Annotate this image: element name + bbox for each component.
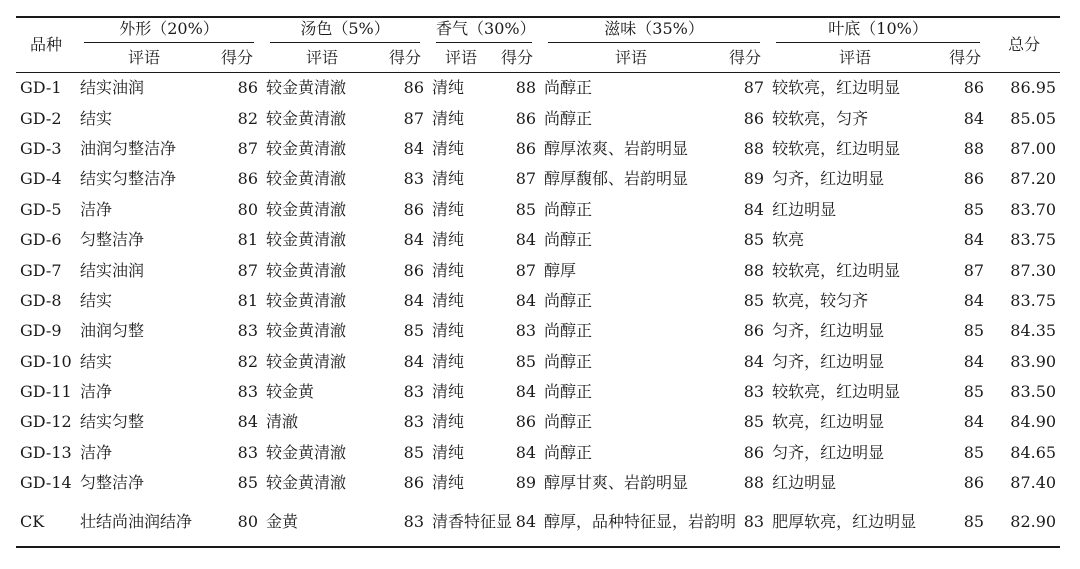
header-group-shape: 外形（20%）	[76, 17, 262, 44]
cell-total-score: 84.65	[1010, 442, 1057, 462]
cell-total-score: 86.95	[1010, 78, 1057, 98]
cell-total-score: 83.50	[1010, 382, 1057, 402]
cell-shape-score: 86	[237, 169, 259, 189]
cell-aroma-comment: 清纯	[432, 473, 465, 493]
table-body	[16, 73, 1060, 548]
table-row	[16, 438, 1060, 468]
cell-shape-comment: 结实油润	[80, 260, 145, 280]
cell-leaf-bottom-comment: 匀齐，红边明显	[772, 351, 885, 371]
cell-shape-score: 83	[237, 321, 259, 341]
cell-taste-comment: 尚醇正	[544, 108, 593, 128]
cell-aroma-score: 83	[515, 321, 537, 341]
tea-evaluation-table	[16, 16, 1060, 548]
cell-taste-score: 86	[743, 442, 765, 462]
cell-liquor-color-score: 86	[403, 199, 425, 219]
cell-taste-comment: 尚醇正	[544, 199, 593, 219]
cell-shape-comment: 匀整洁净	[80, 473, 145, 493]
cell-taste-comment: 尚醇正	[544, 230, 593, 250]
cell-variety-code: GD-10	[20, 351, 72, 371]
cell-liquor-color-comment: 较金黄	[266, 382, 315, 402]
cell-leaf-bottom-comment: 红边明显	[772, 473, 837, 493]
cell-taste-score: 88	[743, 260, 765, 280]
cell-leaf-bottom-score: 85	[963, 512, 985, 532]
cell-variety-code: GD-7	[20, 260, 62, 280]
table-row	[16, 347, 1060, 377]
cell-taste-score: 87	[743, 78, 765, 98]
cell-leaf-bottom-score: 84	[963, 351, 985, 371]
cell-liquor-color-comment: 较金黄清澈	[266, 138, 347, 158]
cell-liquor-color-score: 87	[403, 108, 425, 128]
cell-variety-code: GD-1	[20, 78, 62, 98]
cell-total-score: 83.75	[1010, 230, 1057, 250]
cell-aroma-comment: 清纯	[432, 199, 465, 219]
cell-liquor-color-comment: 清澈	[266, 412, 299, 432]
header-group-leaf-bottom: 叶底（10%）	[768, 17, 988, 44]
header-variety: 品种	[29, 35, 62, 54]
table-row	[16, 316, 1060, 346]
cell-shape-score: 82	[237, 351, 259, 371]
cell-total-score: 82.90	[1010, 512, 1057, 532]
cell-total-score: 87.30	[1010, 260, 1057, 280]
header-group-liquor-color: 汤色（5%）	[262, 17, 428, 44]
cell-leaf-bottom-comment: 较软亮，红边明显	[772, 138, 901, 158]
header-comment: 评语	[839, 48, 872, 67]
cell-aroma-score: 84	[515, 442, 537, 462]
header-total: 总分	[1008, 35, 1041, 54]
cell-taste-comment: 尚醇正	[544, 78, 593, 98]
cell-taste-score: 86	[743, 321, 765, 341]
cell-variety-code: GD-13	[20, 442, 72, 462]
cell-aroma-score: 86	[515, 138, 537, 158]
cell-aroma-score: 87	[515, 169, 537, 189]
cell-variety-code: GD-9	[20, 321, 62, 341]
cell-liquor-color-score: 83	[403, 512, 425, 532]
cell-shape-comment: 油润匀整洁净	[80, 138, 177, 158]
cell-liquor-color-score: 86	[403, 260, 425, 280]
cell-aroma-comment: 清纯	[432, 382, 465, 402]
cell-total-score: 87.40	[1010, 473, 1057, 493]
cell-leaf-bottom-comment: 软亮	[772, 230, 805, 250]
cell-liquor-color-score: 85	[403, 321, 425, 341]
cell-shape-score: 85	[237, 473, 259, 493]
cell-taste-score: 84	[743, 351, 765, 371]
table-row	[16, 103, 1060, 133]
cell-shape-comment: 壮结尚油润结净	[80, 512, 193, 532]
cell-liquor-color-score: 84	[403, 230, 425, 250]
cell-shape-score: 82	[237, 108, 259, 128]
table-row	[16, 498, 1060, 547]
cell-taste-comment: 醇厚馥郁、岩韵明显	[544, 169, 689, 189]
cell-shape-comment: 结实	[80, 108, 113, 128]
cell-aroma-comment: 清纯	[432, 108, 465, 128]
cell-aroma-score: 85	[515, 351, 537, 371]
cell-liquor-color-score: 84	[403, 351, 425, 371]
cell-taste-score: 86	[743, 108, 765, 128]
cell-aroma-score: 84	[515, 512, 537, 532]
cell-leaf-bottom-score: 85	[963, 199, 985, 219]
cell-leaf-bottom-comment: 较软亮，匀齐	[772, 108, 869, 128]
cell-shape-score: 83	[237, 382, 259, 402]
cell-shape-comment: 油润匀整	[80, 321, 145, 341]
cell-taste-score: 83	[743, 512, 765, 532]
cell-liquor-color-comment: 较金黄清澈	[266, 351, 347, 371]
header-score: 得分	[729, 48, 762, 67]
cell-aroma-score: 86	[515, 412, 537, 432]
cell-aroma-comment: 清纯	[432, 290, 465, 310]
cell-aroma-comment: 清纯	[432, 169, 465, 189]
cell-aroma-comment: 清纯	[432, 260, 465, 280]
cell-taste-comment: 尚醇正	[544, 382, 593, 402]
header-score: 得分	[501, 48, 534, 67]
header-score: 得分	[389, 48, 422, 67]
cell-taste-score: 84	[743, 199, 765, 219]
cell-taste-score: 85	[743, 412, 765, 432]
cell-shape-score: 84	[237, 412, 259, 432]
cell-aroma-score: 84	[515, 230, 537, 250]
cell-taste-comment: 醇厚，品种特征显，岩韵明	[544, 512, 737, 532]
cell-liquor-color-score: 86	[403, 473, 425, 493]
cell-taste-comment: 尚醇正	[544, 321, 593, 341]
cell-total-score: 87.20	[1010, 169, 1057, 189]
cell-leaf-bottom-comment: 软亮，较匀齐	[772, 290, 869, 310]
cell-liquor-color-comment: 较金黄清澈	[266, 442, 347, 462]
cell-liquor-color-score: 83	[403, 412, 425, 432]
cell-aroma-score: 89	[515, 473, 537, 493]
table-row	[16, 164, 1060, 194]
cell-shape-score: 81	[237, 230, 259, 250]
cell-variety-code: GD-5	[20, 199, 62, 219]
cell-liquor-color-comment: 较金黄清澈	[266, 108, 347, 128]
cell-taste-score: 88	[743, 138, 765, 158]
header-comment: 评语	[127, 48, 160, 67]
cell-leaf-bottom-score: 88	[963, 138, 985, 158]
cell-liquor-color-score: 84	[403, 290, 425, 310]
cell-taste-comment: 尚醇正	[544, 351, 593, 371]
cell-leaf-bottom-comment: 软亮，红边明显	[772, 412, 885, 432]
cell-shape-score: 81	[237, 290, 259, 310]
table-row	[16, 407, 1060, 437]
cell-total-score: 87.00	[1010, 138, 1057, 158]
cell-total-score: 84.90	[1010, 412, 1057, 432]
cell-variety-code: GD-8	[20, 290, 62, 310]
cell-taste-comment: 尚醇正	[544, 412, 593, 432]
cell-leaf-bottom-comment: 较软亮，红边明显	[772, 78, 901, 98]
cell-liquor-color-comment: 较金黄清澈	[266, 321, 347, 341]
cell-leaf-bottom-score: 84	[963, 412, 985, 432]
cell-leaf-bottom-score: 84	[963, 290, 985, 310]
cell-liquor-color-comment: 较金黄清澈	[266, 230, 347, 250]
cell-liquor-color-score: 83	[403, 169, 425, 189]
cell-shape-score: 80	[237, 199, 259, 219]
header-group-aroma: 香气（30%）	[428, 17, 540, 44]
cell-taste-comment: 尚醇正	[544, 442, 593, 462]
table-row	[16, 134, 1060, 164]
cell-leaf-bottom-score: 86	[963, 78, 985, 98]
cell-liquor-color-comment: 较金黄清澈	[266, 169, 347, 189]
cell-shape-comment: 洁净	[80, 382, 113, 402]
cell-shape-score: 87	[237, 138, 259, 158]
cell-variety-code: GD-14	[20, 473, 72, 493]
header-group-taste: 滋味（35%）	[540, 17, 768, 44]
cell-liquor-color-score: 83	[403, 382, 425, 402]
table-row	[16, 377, 1060, 407]
cell-liquor-color-comment: 较金黄清澈	[266, 290, 347, 310]
cell-shape-comment: 洁净	[80, 442, 113, 462]
header-comment: 评语	[306, 48, 339, 67]
cell-liquor-color-score: 85	[403, 442, 425, 462]
header-row-groups	[16, 17, 1060, 44]
cell-taste-comment: 醇厚	[544, 260, 577, 280]
cell-leaf-bottom-comment: 肥厚软亮，红边明显	[772, 512, 917, 532]
cell-taste-score: 89	[743, 169, 765, 189]
cell-leaf-bottom-score: 84	[963, 230, 985, 250]
header-comment: 评语	[445, 48, 478, 67]
cell-total-score: 83.75	[1010, 290, 1057, 310]
cell-aroma-score: 88	[515, 78, 537, 98]
cell-variety-code: GD-6	[20, 230, 62, 250]
cell-variety-code: GD-12	[20, 412, 72, 432]
cell-aroma-comment: 清纯	[432, 138, 465, 158]
table-row	[16, 225, 1060, 255]
cell-liquor-color-score: 86	[403, 78, 425, 98]
cell-leaf-bottom-score: 84	[963, 108, 985, 128]
header-comment: 评语	[615, 48, 648, 67]
cell-variety-code: CK	[20, 512, 45, 532]
cell-shape-comment: 结实匀整	[80, 412, 145, 432]
cell-leaf-bottom-score: 85	[963, 442, 985, 462]
cell-taste-comment: 醇厚浓爽、岩韵明显	[544, 138, 689, 158]
cell-aroma-comment: 清纯	[432, 351, 465, 371]
cell-leaf-bottom-score: 86	[963, 169, 985, 189]
cell-aroma-comment: 清纯	[432, 442, 465, 462]
cell-leaf-bottom-comment: 较软亮，红边明显	[772, 382, 901, 402]
cell-liquor-color-comment: 较金黄清澈	[266, 260, 347, 280]
table-row	[16, 286, 1060, 316]
cell-leaf-bottom-score: 86	[963, 473, 985, 493]
cell-aroma-comment: 清香特征显	[432, 512, 513, 532]
cell-liquor-color-comment: 较金黄清澈	[266, 473, 347, 493]
cell-variety-code: GD-2	[20, 108, 62, 128]
cell-leaf-bottom-comment: 红边明显	[772, 199, 837, 219]
header-score: 得分	[949, 48, 982, 67]
cell-variety-code: GD-4	[20, 169, 62, 189]
cell-shape-score: 86	[237, 78, 259, 98]
cell-total-score: 84.35	[1010, 321, 1057, 341]
cell-variety-code: GD-11	[20, 382, 72, 402]
cell-leaf-bottom-score: 87	[963, 260, 985, 280]
cell-shape-score: 83	[237, 442, 259, 462]
cell-aroma-score: 84	[515, 290, 537, 310]
table-row	[16, 255, 1060, 285]
cell-liquor-color-score: 84	[403, 138, 425, 158]
cell-taste-comment: 尚醇正	[544, 290, 593, 310]
cell-shape-score: 87	[237, 260, 259, 280]
cell-liquor-color-comment: 较金黄清澈	[266, 199, 347, 219]
cell-liquor-color-comment: 较金黄清澈	[266, 78, 347, 98]
cell-taste-score: 88	[743, 473, 765, 493]
cell-shape-comment: 匀整洁净	[80, 230, 145, 250]
cell-aroma-comment: 清纯	[432, 321, 465, 341]
cell-leaf-bottom-comment: 匀齐，红边明显	[772, 321, 885, 341]
cell-leaf-bottom-comment: 较软亮，红边明显	[772, 260, 901, 280]
cell-aroma-score: 87	[515, 260, 537, 280]
cell-leaf-bottom-comment: 匀齐，红边明显	[772, 169, 885, 189]
cell-shape-score: 80	[237, 512, 259, 532]
cell-taste-comment: 醇厚甘爽、岩韵明显	[544, 473, 689, 493]
cell-aroma-comment: 清纯	[432, 412, 465, 432]
cell-taste-score: 85	[743, 290, 765, 310]
cell-leaf-bottom-comment: 匀齐，红边明显	[772, 442, 885, 462]
cell-shape-comment: 洁净	[80, 199, 113, 219]
cell-aroma-comment: 清纯	[432, 230, 465, 250]
cell-leaf-bottom-score: 85	[963, 321, 985, 341]
header-row-sub	[16, 44, 1060, 73]
cell-taste-score: 85	[743, 230, 765, 250]
cell-shape-comment: 结实匀整洁净	[80, 169, 177, 189]
cell-shape-comment: 结实	[80, 290, 113, 310]
cell-aroma-comment: 清纯	[432, 78, 465, 98]
header-score: 得分	[221, 48, 254, 67]
cell-total-score: 83.90	[1010, 351, 1057, 371]
table-row	[16, 195, 1060, 225]
cell-shape-comment: 结实油润	[80, 78, 145, 98]
cell-aroma-score: 85	[515, 199, 537, 219]
cell-taste-score: 83	[743, 382, 765, 402]
cell-variety-code: GD-3	[20, 138, 62, 158]
cell-shape-comment: 结实	[80, 351, 113, 371]
cell-aroma-score: 84	[515, 382, 537, 402]
cell-liquor-color-comment: 金黄	[266, 512, 299, 532]
cell-total-score: 85.05	[1010, 108, 1057, 128]
cell-total-score: 83.70	[1010, 199, 1057, 219]
cell-aroma-score: 86	[515, 108, 537, 128]
table-row	[16, 468, 1060, 498]
table-row	[16, 73, 1060, 104]
cell-leaf-bottom-score: 85	[963, 382, 985, 402]
